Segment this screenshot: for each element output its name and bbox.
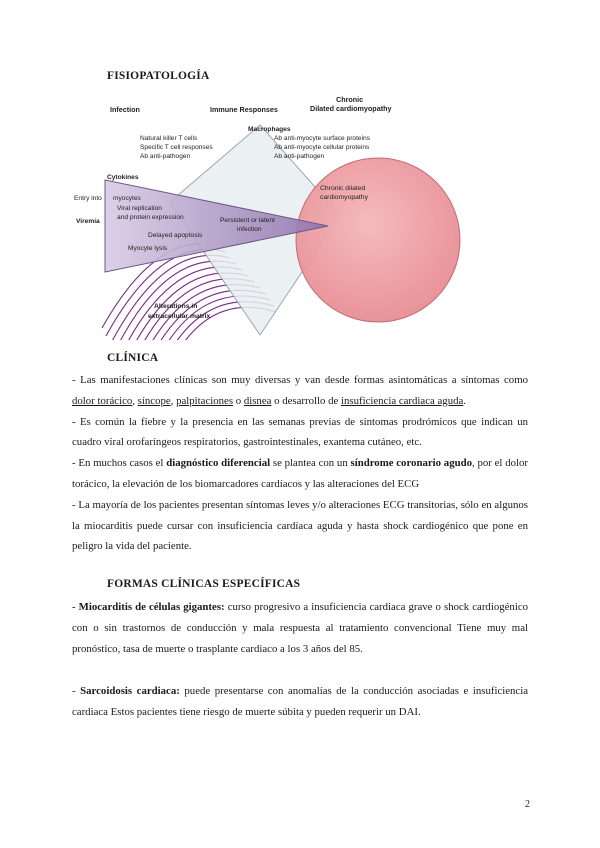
formas-body-2: [72, 681, 528, 723]
clinica-paragraph-4: - La mayoría de los pacientes presentan síntomas leves y/o alteraciones ECG transitorias, sólo en algunos la miocarditis puede cursar con insuficiencia cardíaca aguda y hasta shock cardiogénico que pone en peligro la vida del paciente.: [72, 498, 528, 553]
term-sincope: síncope: [137, 394, 171, 407]
label-protein-expression: and protein expression: [117, 214, 184, 221]
clinica-paragraph-3: [72, 453, 528, 495]
text-run: o desarrollo de: [271, 394, 341, 407]
text-run: curso progresivo a insuficiencia cardiaca grave o shock cardiogénico con o sin trastornos de conducción y mala respuesta al tratamiento convencional Tiene muy mal pronóstico, tasa de muerte o trasplante cardiaco a los 3 años del 85.: [72, 601, 529, 655]
label-specific-t-cells: Specific T cell responses: [140, 144, 213, 151]
term-insuficiencia-cardiaca: insuficiencia cardiaca aguda: [340, 394, 464, 407]
text-run: puede presentarse con anomalías de la conducción asociadas e insuficiencia cardiaca Estos pacientes tiene riesgo de muerte súbita y pueden requerir un DAI.: [72, 685, 529, 718]
label-entry-into: Entry into: [74, 195, 102, 202]
label-cytokines: Cytokines: [107, 174, 139, 181]
label-dilated-cardiomyopathy: Dilated cardiomyopathy: [310, 104, 392, 113]
term-dolor-toracico: dolor torácico: [72, 394, 133, 407]
label-nk-cells: Natural killer T cells: [140, 135, 198, 142]
text-run: ,: [170, 394, 177, 407]
label-persistent-infection: Persistent or latent: [220, 217, 275, 224]
term-sindrome-coronario: síndrome coronario agudo: [350, 457, 473, 470]
label-infection: Infection: [110, 105, 140, 114]
label-macrophages: Macrophages: [248, 126, 291, 133]
formas-paragraph-1: [72, 597, 528, 659]
text-run: -: [72, 685, 81, 697]
clinica-paragraph-2: - Es común la fiebre y la presencia en las semanas previas de síntomas prodrómicos que indican un cuadro viral orofaríngeos respiratorios, gastrointestinales, exantema cutáneo, etc.: [72, 415, 528, 449]
label-immune-responses: Immune Responses: [210, 105, 278, 114]
label-ab-cellular: Ab anti-myocyte cellular proteins: [274, 144, 370, 151]
label-ab-pathogen-right: Ab anti-pathogen: [274, 153, 325, 160]
text-run: - Las manifestaciones clínicas son muy diversas y van desde formas asintomáticas a síntomas como: [72, 374, 528, 386]
text-run: se plantea con un: [270, 457, 351, 470]
pathophysiology-figure: [70, 90, 470, 340]
label-myocytes: myocytes: [113, 195, 141, 202]
clinica-paragraph-1: [72, 370, 528, 412]
label-viral-replication: Viral replication: [117, 205, 162, 212]
formas-paragraph-2: [72, 681, 528, 723]
cardiomyopathy-circle: [296, 158, 460, 322]
text-run: ,: [132, 394, 138, 407]
heading-clinica: CLÍNICA: [107, 352, 159, 364]
label-chronic: Chronic: [336, 95, 364, 104]
term-disnea: disnea: [243, 394, 272, 407]
label-ab-surface: Ab anti-myocyte surface proteins: [274, 135, 371, 142]
text-run: o: [233, 394, 244, 407]
pathophysiology-diagram: [70, 90, 470, 340]
term-diagnostico-diferencial: diagnóstico diferencial: [166, 457, 271, 470]
text-run: - En muchos casos el: [72, 457, 167, 470]
label-extracellular-matrix: extracellular matrix: [148, 313, 211, 320]
label-infection-line2: infection: [237, 226, 262, 233]
heading-fisiopatologia: FISIOPATOLOGÍA: [107, 70, 210, 82]
formas-body-1: [72, 597, 528, 659]
label-cardiomyopathy: cardiomyopathy: [320, 194, 368, 201]
heading-formas-clinicas: FORMAS CLÍNICAS ESPECÍFICAS: [107, 578, 301, 590]
label-myocyte-lysis: Myocyte lysis: [128, 245, 168, 252]
text-run: -: [72, 601, 79, 613]
label-chronic-dilated: Chronic dilated: [320, 185, 366, 192]
term-miocarditis-celulas-gigantes: Miocarditis de células gigantes:: [78, 601, 225, 613]
text-run: , por el dolor torácico, la elevación de los biomarcadores cardíacos y las alteraciones del ECG: [72, 457, 528, 490]
clinica-body: [72, 370, 528, 557]
term-sarcoidosis-cardiaca: Sarcoidosis cardiaca:: [80, 685, 180, 697]
label-alterations: Alterations in: [154, 303, 198, 310]
page-number: 2: [525, 799, 530, 810]
label-delayed-apoptosis: Delayed apoptosis: [148, 232, 203, 239]
label-viremia: Viremia: [76, 218, 100, 225]
label-ab-pathogen-left: Ab anti-pathogen: [140, 153, 191, 160]
term-palpitaciones: palpitaciones: [176, 394, 234, 407]
text-run: .: [463, 394, 466, 407]
